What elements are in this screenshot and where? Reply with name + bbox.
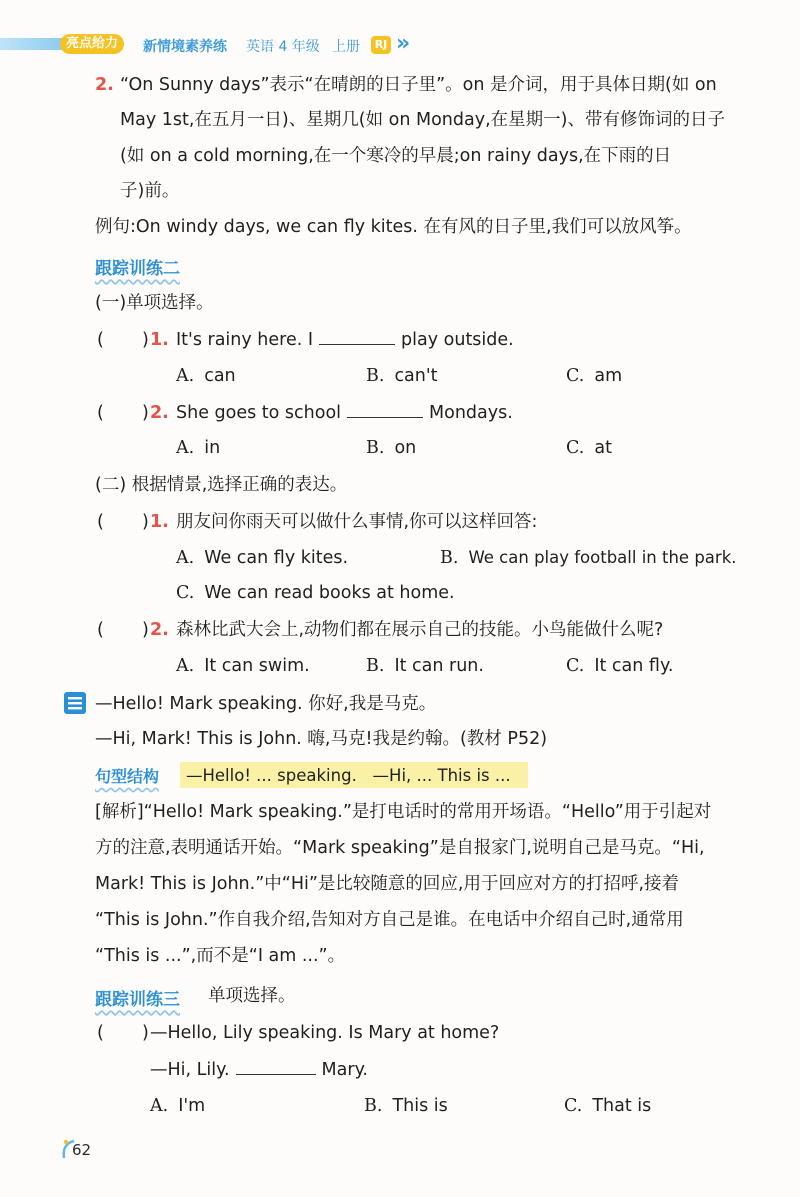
example-sentence: 例句:On windy days, we can fly kites. 在有风的日子里,我们可以放风筝。 (95, 217, 692, 237)
option-text: at (594, 438, 612, 458)
question-text-part: play outside. (401, 330, 514, 350)
note-line: May 1st,在五月一日)、星期几(如 on Monday,在星期一)、带有修饰词的日子 (120, 110, 725, 130)
pattern-text: —Hello! ... speaking. —Hi, ... This is ... (186, 766, 511, 785)
answer-paren-close: ) (142, 403, 149, 423)
option-text: can't (394, 366, 438, 386)
option-text: This is (392, 1096, 448, 1116)
option-letter: A. (176, 656, 195, 676)
question-text: 森林比武大会上,动物们都在展示自己的技能。小鸟能做什么呢? (176, 620, 664, 640)
question-text (176, 401, 513, 425)
dialogue-line: —Hello! Mark speaking. 你好,我是马克。 (95, 694, 437, 714)
pattern-label: 句型结构 (95, 767, 160, 786)
part-title: (二) 根据情景,选择正确的表达。 (95, 475, 348, 495)
answer-paren-close: ) (142, 1023, 149, 1043)
question-text-part: Mary. (321, 1060, 368, 1080)
option-letter: B. (366, 656, 385, 676)
question-text-part: It's rainy here. I (176, 330, 314, 350)
option-text: am (594, 366, 623, 386)
note-line: 子)前。 (120, 181, 180, 201)
option-letter: A. (176, 438, 195, 458)
three-lines-glyph (64, 692, 86, 714)
answer-paren-open: ( (97, 403, 104, 423)
option-text: on (394, 438, 417, 458)
dialogue-line: —Hi, Mark! This is John. 嗨,马克!我是约翰。(教材 P52) (95, 729, 548, 749)
analysis-line: “This is John.”作自我介绍,告知对方自己是谁。在电话中介绍自己时,通常用 (95, 910, 684, 930)
option-letter: C. (176, 583, 195, 603)
option-a[interactable] (150, 1094, 205, 1118)
option-text: We can play football in the park. (468, 548, 737, 567)
answer-paren-open: ( (97, 620, 104, 640)
answer-paren-close: ) (142, 330, 149, 350)
option-text: I'm (178, 1096, 206, 1116)
section-label-practice-2: 跟踪训练二 (95, 259, 180, 279)
header-badge: 亮点给力 (60, 34, 124, 54)
option-text: It can swim. (204, 656, 310, 676)
note-line: (如 on a cold morning,在一个寒冷的早晨;on rainy days,在下雨的日 (120, 146, 672, 166)
option-letter: C. (566, 438, 585, 458)
option-letter: A. (176, 548, 195, 568)
option-letter: A. (176, 366, 195, 386)
option-letter: C. (564, 1096, 583, 1116)
header-volume: 上册 (332, 39, 360, 55)
section-label-practice-3: 跟踪训练三 (95, 990, 180, 1010)
answer-slot[interactable] (108, 328, 142, 352)
fill-blank[interactable] (319, 330, 395, 345)
question-text-part: Mondays. (429, 403, 513, 423)
question-number: 2. (150, 620, 169, 640)
analysis-line: Mark! This is John.”中“Hi”是比较随意的回应,用于回应对方的打招呼,接着 (95, 874, 680, 894)
question-text: —Hello, Lily speaking. Is Mary at home? (150, 1023, 500, 1043)
option-c[interactable] (176, 581, 455, 605)
question-number: 1. (150, 330, 169, 350)
option-c[interactable] (566, 364, 622, 388)
fill-blank[interactable] (347, 403, 423, 418)
option-c[interactable] (566, 654, 673, 678)
answer-paren-close: ) (142, 620, 149, 640)
option-text: It can fly. (594, 656, 674, 676)
answer-slot[interactable] (108, 618, 142, 642)
option-c[interactable] (564, 1094, 651, 1118)
option-text: We can fly kites. (204, 548, 349, 568)
analysis-line: “This is ...”,而不是“I am ...”。 (95, 946, 346, 966)
answer-paren-open: ( (97, 1023, 104, 1043)
option-a[interactable] (176, 364, 236, 388)
chevron-right-icon: » (396, 31, 411, 56)
answer-slot[interactable] (108, 510, 142, 534)
question-number: 2. (150, 403, 169, 423)
point-three-icon (64, 692, 86, 714)
question-text (176, 328, 514, 352)
option-letter: C. (566, 366, 585, 386)
answer-slot[interactable] (108, 401, 142, 425)
option-b[interactable] (366, 436, 416, 460)
option-letter: A. (150, 1096, 169, 1116)
option-a[interactable] (176, 546, 348, 570)
question-number: 1. (150, 512, 169, 532)
page-number: 62 (72, 1141, 92, 1159)
part-title: (一)单项选择。 (95, 293, 214, 313)
answer-paren-close: ) (142, 512, 149, 532)
option-a[interactable] (176, 654, 310, 678)
note-line: “On Sunny days”表示“在晴朗的日子里”。on 是介词，用于具体日期(如 on (120, 75, 717, 95)
question-text-part: She goes to school (176, 403, 342, 423)
header-series: 新情境素养练 (143, 39, 227, 55)
option-letter: B. (440, 548, 459, 568)
option-b[interactable] (364, 1094, 448, 1118)
answer-slot[interactable] (108, 1021, 142, 1045)
option-b[interactable] (366, 364, 438, 388)
header-subject: 英语 4 年级 (246, 39, 320, 55)
note-number: 2. (95, 75, 114, 95)
option-letter: C. (566, 656, 585, 676)
option-text: in (204, 438, 221, 458)
question-text (150, 1058, 368, 1082)
option-text: can (204, 366, 236, 386)
option-text: It can run. (394, 656, 484, 676)
option-b[interactable] (440, 546, 737, 570)
header-edition-badge: RJ (371, 36, 391, 54)
option-text: That is (592, 1096, 652, 1116)
option-a[interactable] (176, 436, 220, 460)
option-letter: B. (364, 1096, 383, 1116)
analysis-line: [解析]“Hello! Mark speaking.”是打电话时的常用开场语。“Hello”用于引起对 (95, 802, 712, 822)
option-letter: B. (366, 438, 385, 458)
option-text: We can read books at home. (204, 583, 455, 603)
option-b[interactable] (366, 654, 484, 678)
option-c[interactable] (566, 436, 612, 460)
fill-blank[interactable] (236, 1060, 316, 1075)
part-title: 单项选择。 (208, 986, 296, 1006)
answer-paren-open: ( (97, 330, 104, 350)
answer-paren-open: ( (97, 512, 104, 532)
analysis-line: 方的注意,表明通话开始。“Mark speaking”是自报家门,说明自己是马克。“Hi, (95, 838, 705, 858)
option-letter: B. (366, 366, 385, 386)
question-text-part: —Hi, Lily. (150, 1060, 230, 1080)
question-text: 朋友问你雨天可以做什么事情,你可以这样回答: (176, 512, 538, 532)
